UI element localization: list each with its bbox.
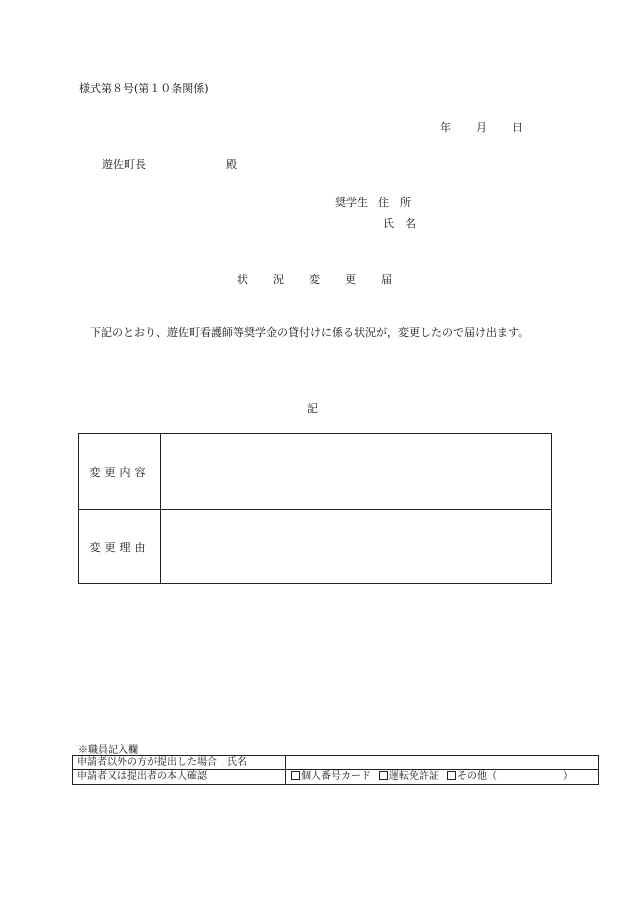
identity-options — [286, 770, 598, 784]
ki-heading: 記 — [307, 402, 318, 415]
form-number: 様式第８号(第１０条関係) — [79, 82, 209, 95]
body-text: 下記のとおり、遊佐町看護師等奨学金の貸付けに係る状況が，変更したので届け出ます。 — [90, 326, 530, 339]
change-details-table — [78, 433, 552, 584]
staff-row-identity — [73, 770, 598, 784]
staff-row-submitter — [73, 756, 598, 770]
addressee-honorific: 殿 — [226, 158, 237, 171]
checkbox-icon — [379, 771, 388, 780]
submitter-name-field[interactable] — [286, 756, 598, 769]
date-day-label: 日 — [512, 121, 523, 134]
change-reason-field[interactable] — [161, 510, 551, 584]
applicant-address-line — [335, 194, 411, 210]
change-content-label: 変更内容 — [79, 434, 161, 509]
option-drivers-license[interactable]: 運転免許証 — [379, 770, 439, 783]
other-close-paren: ） — [563, 771, 573, 782]
date-month-label: 月 — [476, 121, 487, 134]
addressee-name: 遊佐町長 — [102, 158, 146, 171]
checkbox-icon — [291, 771, 300, 780]
date-year-label: 年 — [440, 121, 451, 134]
staff-table — [72, 755, 599, 785]
table-row-change-content — [79, 434, 551, 510]
addressee — [102, 156, 237, 172]
applicant-address-label: 住 所 — [378, 196, 411, 209]
change-content-field[interactable] — [161, 434, 551, 509]
staff-section-heading: ※職員記入欄 — [78, 745, 138, 756]
document-title: 状況変更届 — [237, 273, 417, 286]
checkbox-icon — [447, 771, 456, 780]
date-row — [440, 119, 523, 135]
change-reason-label: 変更理由 — [79, 510, 161, 584]
identity-check-label: 申請者又は提出者の本人確認 — [73, 770, 286, 784]
applicant-name-label: 氏 名 — [383, 217, 416, 230]
table-row-change-reason — [79, 510, 551, 584]
option-other[interactable]: その他（ — [447, 770, 497, 783]
applicant-role: 奨学生 — [335, 196, 368, 209]
option-mynumber-card[interactable]: 個人番号カード — [291, 770, 371, 783]
submitter-label: 申請者以外の方が提出した場合 氏名 — [73, 756, 286, 769]
